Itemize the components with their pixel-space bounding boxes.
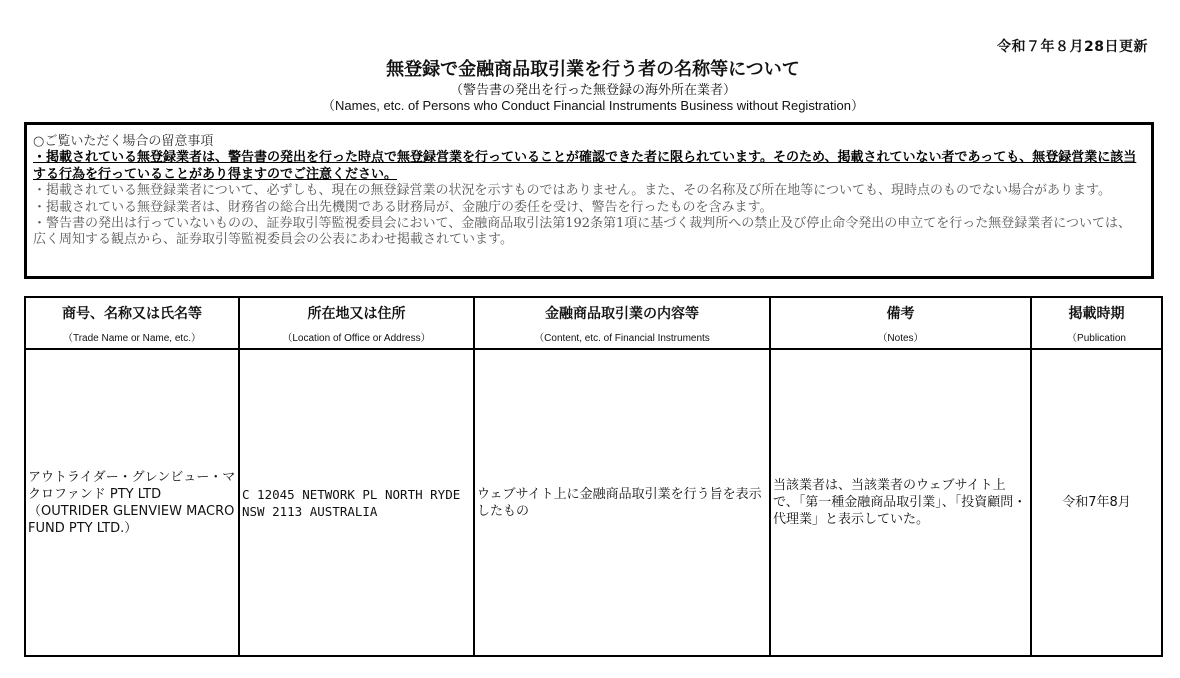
header-label-en: （Trade Name or Name, etc.）: [62, 332, 201, 344]
header-label-en: （Publication: [1067, 332, 1126, 344]
header-label: 商号、名称又は氏名等: [62, 305, 202, 322]
notice-important: ・掲載されている無登録業者は、警告書の発出を行った時点で無登録営業を行っていることが確認できた者に限られています。そのため、掲載されていない者であっても、無登録営業に該当する行為を行っていることがあり得ますのでご注意ください。: [33, 150, 1137, 182]
header-content: [474, 297, 770, 349]
table-header-row: [25, 297, 1162, 349]
header-notes: [770, 297, 1031, 349]
subtitle-japanese: （警告書の発出を行った無登録の海外所在業者）: [449, 83, 736, 98]
subtitle-english: （Names, etc. of Persons who Conduct Financial Instruments Business without Registration）: [322, 98, 864, 113]
header-label: 金融商品取引業の内容等: [545, 305, 699, 322]
header-trade-name: [25, 297, 239, 349]
cell-content: ウェブサイト上に金融商品取引業を行う旨を表示したもの: [474, 349, 770, 656]
notice-box: [24, 122, 1154, 279]
cell-notes: 当該業者は、当該業者のウェブサイト上で、「第一種金融商品取引業」、「投資顧問・代理業」と表示していた。: [770, 349, 1031, 656]
header-label-en: （Notes）: [877, 332, 924, 344]
cell-address: C 12045 NETWORK PL NORTH RYDE NSW 2113 AUSTRALIA: [239, 349, 474, 656]
page-title: 無登録で金融商品取引業を行う者の名称等について: [386, 59, 800, 80]
header-label-en: （Content, etc. of Financial Instruments: [534, 332, 710, 344]
notice-item: ・掲載されている無登録業者は、財務省の総合出先機関である財務局が、金融庁の委任を受け、警告を行ったものを含みます。: [33, 199, 773, 215]
header-publication: [1031, 297, 1162, 349]
registry-table: [24, 296, 1163, 657]
notice-item: ・掲載されている無登録業者について、必ずしも、現在の無登録営業の状況を示すものではありません。また、その名称及び所在地等についても、現時点のものでない場合があります。: [33, 183, 1111, 199]
cell-trade-name: アウトライダー・グレンビュー・マクロファンド PTY LTD （OUTRIDER GLENVIEW MACRO FUND PTY LTD.）: [25, 349, 239, 656]
header-address: [239, 297, 474, 349]
cell-publication: 令和7年8月: [1031, 349, 1162, 656]
notice-heading: ○ご覧いただく場合の留意事項: [33, 134, 214, 149]
header-label-en: （Location of Office or Address）: [282, 332, 431, 344]
table-row: [25, 349, 1162, 656]
header-label: 所在地又は住所: [307, 305, 406, 322]
update-date: 令和７年８月28日更新: [997, 39, 1148, 55]
notice-item: ・警告書の発出は行っていないものの、証券取引等監視委員会において、金融商品取引法第192条第1項に基づく裁判所への禁止及び停止命令発出の申立てを行った無登録業者については、広く周知する観点から、証券取引等監視委員会の公表にあわせ掲載されています。: [33, 216, 1132, 248]
header-label: 掲載時期: [1068, 305, 1125, 322]
header-label: 備考: [886, 305, 915, 322]
